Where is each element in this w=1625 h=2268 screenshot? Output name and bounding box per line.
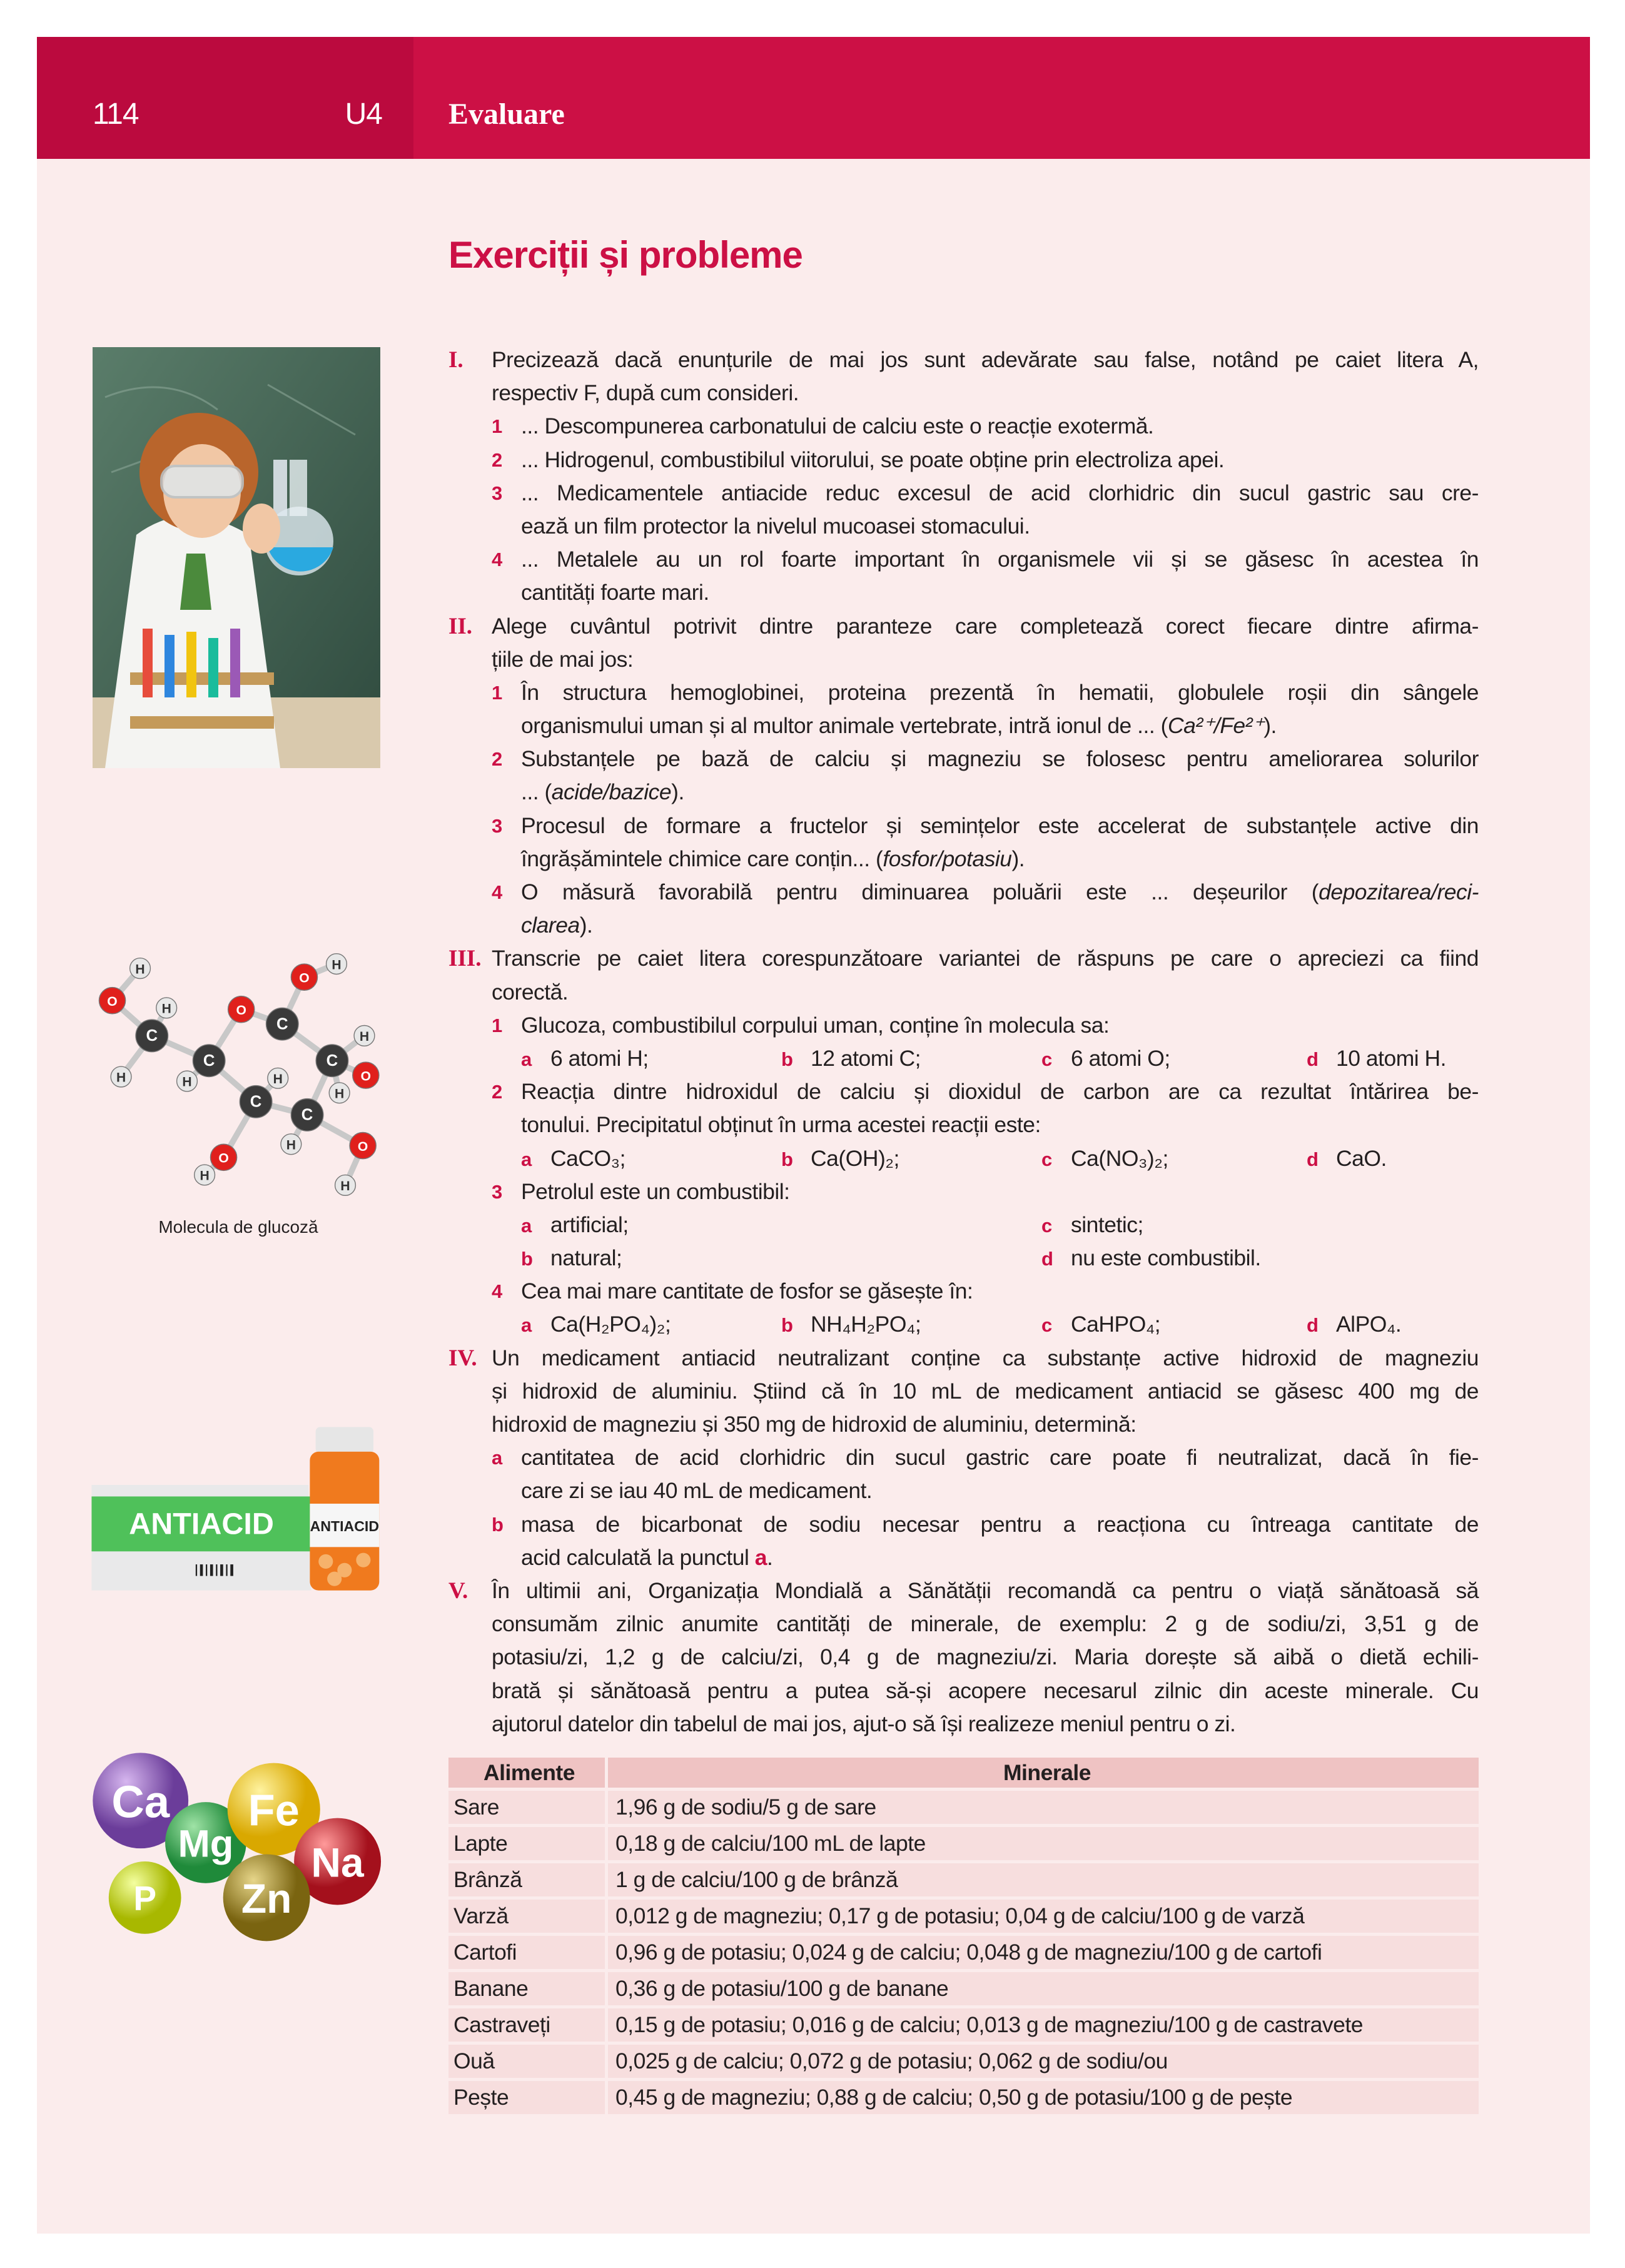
answer-option (781, 1308, 921, 1342)
item-body (521, 410, 1479, 443)
item-body (521, 742, 1479, 809)
table-row (448, 1900, 1479, 1933)
option-text: 6 atomi O; (1071, 1045, 1170, 1071)
italic-term: acide/bazice (551, 779, 672, 805)
option-text: Ca(OH)₂; (811, 1145, 899, 1171)
option-text: natural; (550, 1245, 622, 1271)
answer-option (1307, 1042, 1446, 1076)
minerals-cell: 0,36 g de potasiu/100 g de banane (608, 1972, 1479, 2005)
text-segment: O măsură favorabilă pentru diminuarea poluării este ... deșeurilor ( (521, 879, 1319, 904)
text-line: consumăm zilnic anumite cantități de minerale, de exemplu: 2 g de sodiu/zi, 3,51 g de (492, 1611, 1479, 1637)
svg-text:O: O (357, 1139, 368, 1154)
minerals-cell: 0,025 g de calciu; 0,072 g de potasiu; 0,062 g de sodiu/ou (608, 2045, 1479, 2078)
item-number: 4 (492, 1280, 503, 1303)
atom-h (177, 1071, 198, 1091)
atom-h (130, 958, 151, 979)
answer-option (1041, 1242, 1261, 1275)
svg-text:H: H (116, 1070, 126, 1085)
exercise-item (492, 543, 1479, 609)
item-body (521, 676, 1479, 742)
food-cell: Banane (448, 1972, 605, 2005)
text-line: Procesul de formare a fructelor și semințelor este accelerat de substanțele active din (521, 813, 1479, 838)
exercise-item (492, 1009, 1479, 1075)
answer-option (521, 1142, 625, 1176)
answer-options-row (521, 1042, 1479, 1075)
item-number: 1 (492, 415, 503, 438)
option-text: artificial; (550, 1212, 629, 1237)
text-line: cantitatea de acid clorhidric din sucul gastric care poate fi neutralizat, dacă în fie- (521, 1445, 1479, 1471)
antiacid-box-label: ANTIACID (129, 1507, 274, 1541)
svg-text:Mg: Mg (178, 1822, 234, 1866)
answer-option (1041, 1042, 1170, 1076)
food-cell: Cartofi (448, 1936, 605, 1969)
table-row (448, 2008, 1479, 2042)
item-number: a (492, 1447, 503, 1469)
exercise-item (492, 443, 1479, 477)
exercise-body (492, 1342, 1479, 1574)
atom-c (266, 1008, 299, 1040)
table-row (448, 1791, 1479, 1824)
atom-h (327, 954, 347, 975)
exercise-4 (448, 1342, 1479, 1574)
item-number: 1 (492, 681, 503, 704)
answer-option (1307, 1142, 1387, 1176)
item-body (521, 1075, 1479, 1142)
item-number: 3 (492, 1180, 503, 1203)
text-line: Reacția dintre hidroxidul de calciu și dioxidul de carbon are ca rezultat întărirea be- (521, 1079, 1479, 1105)
answer-option (781, 1042, 921, 1076)
option-letter: d (1307, 1048, 1319, 1070)
atom-h (195, 1165, 215, 1185)
item-number: 1 (492, 1014, 503, 1036)
item-number: 2 (492, 1081, 503, 1103)
food-cell: Lapte (448, 1827, 605, 1860)
answer-option (521, 1308, 671, 1342)
item-number: b (492, 1513, 504, 1536)
text-segment: ). (671, 779, 684, 805)
text-line (521, 709, 1479, 742)
option-text: 10 atomi H. (1336, 1045, 1447, 1071)
minerals-cell: 0,45 g de magneziu; 0,88 g de calciu; 0,50 g de potasiu/100 g de pește (608, 2081, 1479, 2114)
item-body (521, 543, 1479, 609)
italic-term: depozitarea/reci- (1319, 879, 1479, 904)
exercise-number: III. (448, 946, 482, 972)
text-line: Precizează dacă enunțurile de mai jos sunt adevărate sau false, notând pe caiet litera A, (492, 347, 1479, 372)
item-body (521, 1441, 1479, 1507)
option-letter: d (1307, 1148, 1319, 1170)
antiacid-medicine-image (91, 1420, 385, 1592)
minerals-cell: 0,15 g de potasiu; 0,016 g de calciu; 0,013 g de magneziu/100 g de castravete (608, 2008, 1479, 2042)
text-line: brată și sănătoasă pentru a putea să-și acopere necesarul zilnic din aceste minerale. Cu (492, 1678, 1479, 1703)
svg-text:C: C (301, 1106, 313, 1124)
table-row (448, 1827, 1479, 1860)
table-row (448, 1972, 1479, 2005)
exercise-5 (448, 1574, 1479, 1741)
exercise-item (492, 1508, 1479, 1574)
food-cell: Pește (448, 2081, 605, 2114)
text-segment: acid calculată la punctul (521, 1544, 755, 1570)
atom-o (228, 996, 255, 1023)
atom-h (111, 1066, 131, 1087)
svg-text:H: H (332, 958, 342, 973)
atom-h (281, 1134, 301, 1155)
text-line: ... Metalele au un rol foarte important în organismele vii și se găsesc în acestea în (521, 547, 1479, 572)
minerals-image (91, 1751, 385, 1948)
molecule-caption: Molecula de glucoză (158, 1217, 318, 1237)
header-section-block (413, 37, 1590, 159)
option-letter: a (521, 1048, 532, 1070)
svg-text:C: C (203, 1051, 215, 1070)
atom-h (329, 1083, 350, 1103)
atom-o (99, 988, 125, 1014)
atom-h (156, 998, 177, 1018)
item-body (521, 876, 1479, 942)
answer-option (521, 1042, 649, 1076)
exercise-body (492, 1574, 1479, 1741)
text-line: Cea mai mare cantitate de fosfor se găsește în: (521, 1278, 973, 1304)
svg-text:C: C (276, 1015, 288, 1033)
svg-text:C: C (146, 1027, 158, 1045)
option-text: 12 atomi C; (811, 1045, 921, 1071)
option-letter: c (1041, 1314, 1052, 1337)
column-header-foods: Alimente (448, 1758, 605, 1788)
text-line: Substanțele pe bază de calciu și magneziu se folosesc pentru ameliorarea solurilor (521, 746, 1479, 772)
exercise-item (492, 676, 1479, 742)
svg-text:O: O (107, 994, 118, 1009)
glucose-molecule-image (91, 951, 385, 1207)
text-line: Un medicament antiacid neutralizant conține ca substanțe active hidroxid de magneziu (492, 1345, 1479, 1370)
text-line (521, 843, 1479, 876)
exercises-content (448, 343, 1479, 1741)
answer-option (1041, 1308, 1160, 1342)
item-number: 4 (492, 881, 503, 903)
option-text: AlPO₄. (1336, 1312, 1402, 1337)
answer-option (521, 1242, 622, 1275)
header-page-block (37, 37, 413, 159)
text-line: hidroxid de magneziu și 350 mg de hidroxid de aluminiu, determină: (492, 1412, 1136, 1437)
italic-term: Ca²⁺/Fe²⁺ (1167, 713, 1264, 739)
text-line (521, 776, 1479, 809)
exercise-item (492, 1275, 1479, 1341)
food-cell: Varză (448, 1900, 605, 1933)
svg-text:O: O (236, 1003, 246, 1018)
child-scientist-photo (93, 347, 380, 768)
atom-c (136, 1020, 168, 1052)
exercise-item (492, 1441, 1479, 1507)
option-letter: b (781, 1148, 793, 1170)
svg-text:H: H (286, 1138, 296, 1153)
exercise-item (492, 410, 1479, 443)
svg-text:C: C (326, 1051, 338, 1070)
answer-option (521, 1208, 629, 1242)
text-line: Petrolul este un combustibil: (521, 1178, 790, 1204)
option-text: CaHPO₄; (1071, 1312, 1161, 1337)
table-header-row (448, 1758, 1479, 1788)
text-line: țiile de mai jos: (492, 646, 634, 672)
item-number: 4 (492, 549, 503, 571)
table-row (448, 1863, 1479, 1896)
text-line: tonului. Precipitatul obținut în urma acestei reacții este: (521, 1112, 1041, 1138)
svg-text:Fe: Fe (248, 1785, 300, 1835)
answer-options-row (521, 1242, 1479, 1275)
text-line: Transcrie pe caiet litera corespunzătoare variantei de răspuns pe care o apreciezi ca fiind (492, 946, 1479, 971)
atom-c (316, 1045, 348, 1077)
exercise-number: IV. (448, 1345, 477, 1371)
minerals-cell: 0,012 g de magneziu; 0,17 g de potasiu; 0,04 g de calciu/100 g de varză (608, 1900, 1479, 1933)
svg-text:H: H (359, 1030, 370, 1045)
text-line: și hidroxid de aluminiu. Știind că în 10 mL de medicament antiacid se găsesc 400 mg de (492, 1378, 1479, 1404)
answer-option (1041, 1208, 1143, 1242)
answer-options-row (521, 1208, 1479, 1242)
item-body (521, 1009, 1479, 1042)
text-line: corectă. (492, 979, 569, 1005)
option-text: CaO. (1336, 1145, 1387, 1171)
option-letter: c (1041, 1148, 1052, 1170)
option-text: NH₄H₂PO₄; (811, 1312, 921, 1337)
atom-c (291, 1099, 323, 1131)
exercise-item (492, 1075, 1479, 1175)
text-line: ajutorul datelor din tabelul de mai jos, ajut-o să își realizeze meniul pentru o zi. (492, 1711, 1236, 1736)
mineral-ball-zn (223, 1854, 310, 1941)
svg-text:O: O (299, 971, 310, 986)
exercise-body (492, 610, 1479, 943)
exercise-number: V. (448, 1577, 468, 1604)
atom-o (291, 964, 317, 990)
item-body (521, 809, 1479, 876)
exercise-item (492, 876, 1479, 942)
answer-option (781, 1142, 899, 1176)
text-line (521, 909, 1479, 942)
text-line: ... Hidrogenul, combustibilul viitorului, se poate obține prin electroliza apei. (521, 447, 1225, 472)
item-body (521, 1175, 1479, 1208)
option-letter: d (1307, 1314, 1319, 1337)
table-row (448, 2081, 1479, 2114)
page-number: 114 (93, 98, 139, 131)
table-row (448, 2045, 1479, 2078)
text-segment: ). (1263, 713, 1277, 739)
exercise-number: I. (448, 347, 463, 373)
option-letter: a (521, 1214, 532, 1237)
svg-text:Zn: Zn (241, 1875, 292, 1922)
minerals-cell: 0,96 g de potasiu; 0,024 g de calciu; 0,048 g de magneziu/100 g de cartofi (608, 1936, 1479, 1969)
antiacid-bottle-label: ANTIACID (310, 1517, 380, 1534)
mineral-ball-p (109, 1861, 181, 1934)
exercise-body (492, 942, 1479, 1341)
option-letter: a (521, 1148, 532, 1170)
text-segment: îngrășămintele chimice care conțin... ( (521, 846, 883, 871)
text-line: cantități foarte mari. (521, 580, 709, 605)
section-title: Evaluare (448, 98, 565, 131)
text-line: ează un film protector la nivelul mucoasei stomacului. (521, 513, 1030, 539)
minerals-cell: 1 g de calciu/100 g de brânză (608, 1863, 1479, 1896)
minerals-cell: 1,96 g de sodiu/5 g de sare (608, 1791, 1479, 1824)
text-line: ... Descompunerea carbonatului de calciu este o reacție exotermă. (521, 413, 1154, 439)
svg-text:H: H (161, 1001, 171, 1016)
answer-option (1307, 1308, 1401, 1342)
text-line (521, 876, 1479, 909)
svg-text:H: H (340, 1179, 350, 1194)
italic-term: fosfor/potasiu (883, 846, 1012, 871)
svg-text:O: O (218, 1151, 229, 1166)
text-line (521, 1541, 1479, 1574)
option-letter: a (521, 1314, 532, 1337)
answer-option (1041, 1142, 1168, 1176)
option-text: 6 atomi H; (550, 1045, 649, 1071)
page-title: Exerciții și probleme (448, 234, 802, 276)
minerals-table (448, 1758, 1479, 2117)
atom-c (240, 1086, 272, 1118)
item-body (521, 477, 1479, 543)
exercise-item (492, 1175, 1479, 1275)
svg-text:C: C (250, 1093, 262, 1111)
atom-c (193, 1045, 225, 1077)
atom-h (354, 1025, 375, 1046)
option-letter: c (1041, 1214, 1052, 1237)
table-row (448, 1936, 1479, 1969)
italic-term: clarea (521, 913, 580, 938)
food-cell: Ouă (448, 2045, 605, 2078)
item-number: 3 (492, 482, 503, 504)
item-body (521, 1275, 1479, 1308)
text-segment: ). (579, 913, 593, 938)
answer-options-row (521, 1308, 1479, 1341)
text-segment: ). (1011, 846, 1025, 871)
svg-text:H: H (182, 1075, 192, 1090)
exercise-item (492, 477, 1479, 543)
text-line: care zi se iau 40 mL de medicament. (521, 1478, 873, 1504)
text-segment: . (767, 1544, 773, 1570)
item-reference: a (754, 1544, 767, 1570)
text-line: respectiv F, după cum consideri. (492, 380, 799, 406)
exercise-3 (448, 942, 1479, 1341)
svg-text:H: H (200, 1168, 210, 1183)
atom-o (353, 1062, 379, 1088)
option-letter: b (521, 1248, 533, 1270)
text-line: Alege cuvântul potrivit dintre paranteze care completează corect fiecare dintre afirma- (492, 613, 1479, 639)
option-letter: d (1041, 1248, 1053, 1270)
exercise-number: II. (448, 613, 473, 639)
atom-h (335, 1175, 356, 1195)
svg-text:Na: Na (311, 1839, 364, 1886)
item-body (521, 1508, 1479, 1574)
food-cell: Castraveți (448, 2008, 605, 2042)
exercise-1 (448, 343, 1479, 610)
text-line: potasiu/zi, 1,2 g de calciu/zi, 0,4 g de magneziu/zi. Maria dorește să aibă o dietă echili- (492, 1644, 1479, 1670)
item-number: 3 (492, 814, 503, 837)
column-header-minerals: Minerale (608, 1758, 1479, 1788)
text-line: masa de bicarbonat de sodiu necesar pentru a reacționa cu întreaga cantitate de (521, 1511, 1479, 1537)
option-text: CaCO₃; (550, 1145, 625, 1171)
item-number: 2 (492, 748, 503, 771)
option-letter: b (781, 1314, 793, 1337)
text-line: În structura hemoglobinei, proteina prezentă în hematii, globulele roșii din sângele (521, 679, 1479, 705)
svg-text:H: H (273, 1072, 283, 1087)
text-segment: organismului uman și al multor animale vertebrate, intră ionul de ... ( (521, 713, 1168, 739)
option-text: Ca(H₂PO₄)₂; (550, 1312, 671, 1337)
exercise-item (492, 809, 1479, 876)
atom-o (210, 1144, 236, 1170)
option-text: Ca(NO₃)₂; (1071, 1145, 1168, 1171)
item-body (521, 443, 1479, 477)
svg-text:H: H (135, 962, 145, 977)
food-cell: Sare (448, 1791, 605, 1824)
text-segment: ... ( (521, 779, 552, 805)
option-text: nu este combustibil. (1071, 1245, 1261, 1271)
text-line: În ultimii ani, Organizația Mondială a Sănătății recomandă ca pentru o viață sănătoasă să (492, 1577, 1479, 1603)
item-number: 2 (492, 448, 503, 471)
option-text: sintetic; (1071, 1212, 1143, 1237)
svg-text:H: H (335, 1086, 345, 1101)
svg-text:O: O (360, 1069, 372, 1084)
option-letter: b (781, 1048, 793, 1070)
text-line: ... Medicamentele antiacide reduc excesul de acid clorhidric din sucul gastric sau cre- (521, 480, 1479, 505)
exercise-2 (448, 610, 1479, 943)
minerals-cell: 0,18 g de calciu/100 mL de lapte (608, 1827, 1479, 1860)
exercise-body (492, 343, 1479, 610)
option-letter: c (1041, 1048, 1052, 1070)
food-cell: Brânză (448, 1863, 605, 1896)
exercise-item (492, 742, 1479, 809)
unit-label: U4 (345, 98, 382, 131)
atom-o (350, 1133, 376, 1159)
svg-text:Ca: Ca (111, 1776, 170, 1828)
svg-text:P: P (133, 1879, 157, 1918)
text-line: Glucoza, combustibilul corpului uman, conține în molecula sa: (521, 1012, 1110, 1038)
answer-options-row (521, 1142, 1479, 1175)
atom-h (268, 1068, 288, 1088)
